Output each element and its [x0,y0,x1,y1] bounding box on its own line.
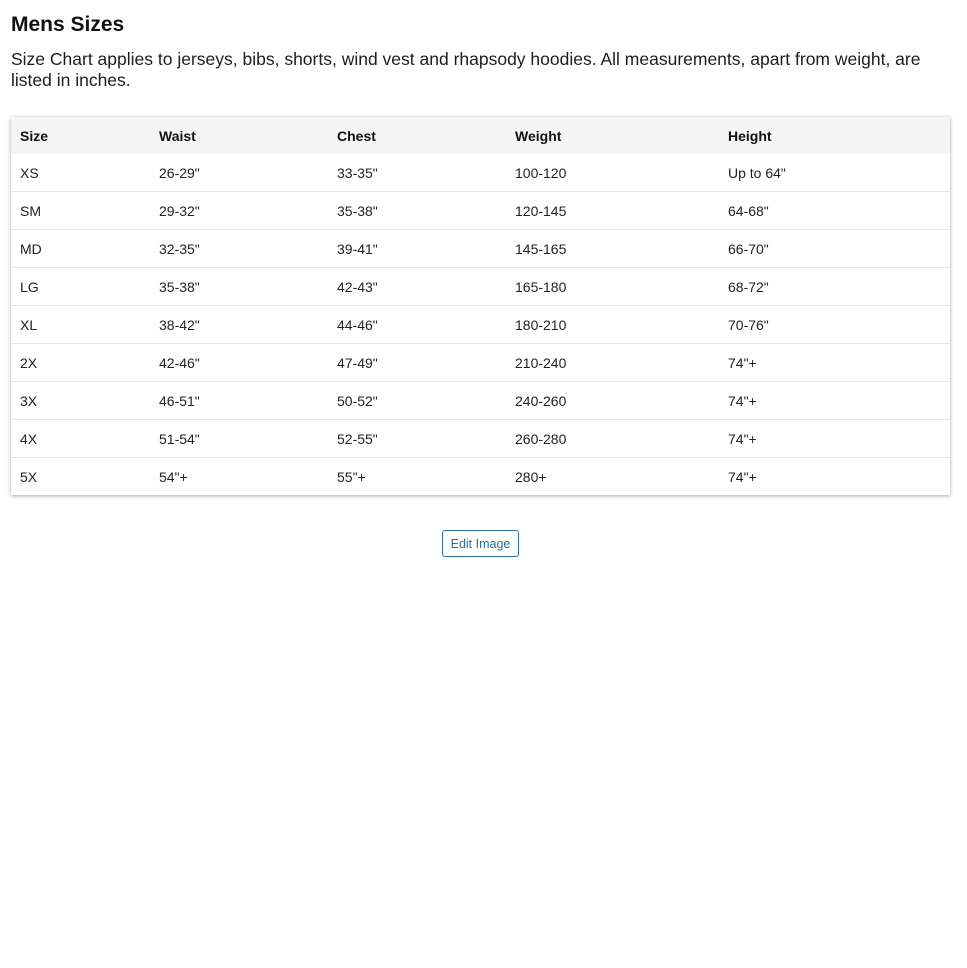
cell-chest: 44-46" [337,316,378,333]
cell-height: Up to 64" [728,164,786,181]
table-row [11,154,950,192]
cell-size: 2X [20,354,38,371]
cell-height: 74"+ [728,354,757,371]
column-header-height: Height [719,117,950,154]
cell-height: 68-72" [728,278,769,295]
cell-weight: 260-280 [515,430,567,447]
size-chart-table [11,117,950,495]
cell-chest: 39-41" [337,240,378,257]
cell-height: 74"+ [728,468,757,485]
cell-waist: 46-51" [159,392,200,409]
cell-waist: 26-29" [159,164,200,181]
cell-weight: 180-210 [515,316,567,333]
cell-size: XL [20,316,38,333]
table-row [11,192,950,230]
intro-text: Size Chart applies to jerseys, bibs, shorts, wind vest and rhapsody hoodies. All measurements, apart from weight, are listed in inches. [11,49,921,90]
column-header-waist: Waist [150,117,328,154]
edit-image-button[interactable]: Edit Image [442,530,519,557]
cell-chest: 35-38" [337,202,378,219]
table-row [11,382,950,420]
cell-size: 4X [20,430,38,447]
cell-size: XS [20,164,39,181]
table-body [11,154,950,495]
cell-waist: 35-38" [159,278,200,295]
table-row [11,458,950,496]
cell-weight: 165-180 [515,278,567,295]
cell-chest: 42-43" [337,278,378,295]
cell-height: 70-76" [728,316,769,333]
cell-size: LG [20,278,39,295]
cell-chest: 33-35" [337,164,378,181]
column-header-weight: Weight [506,117,719,154]
cell-size: 3X [20,392,38,409]
cell-waist: 32-35" [159,240,200,257]
size-chart-card [11,117,950,495]
table-row [11,230,950,268]
cell-height: 64-68" [728,202,769,219]
cell-waist: 54"+ [159,468,188,485]
table-header [11,117,950,154]
cell-weight: 100-120 [515,164,567,181]
cell-weight: 280+ [515,468,547,485]
cell-chest: 52-55" [337,430,378,447]
cell-weight: 240-260 [515,392,567,409]
cell-size: 5X [20,468,38,485]
column-header-size: Size [11,117,150,154]
cell-height: 74"+ [728,430,757,447]
page-title: Mens Sizes [11,13,125,36]
column-header-chest: Chest [328,117,506,154]
cell-weight: 120-145 [515,202,567,219]
table-row [11,344,950,382]
cell-waist: 51-54" [159,430,200,447]
cell-size: SM [20,202,41,219]
table-row [11,420,950,458]
cell-weight: 145-165 [515,240,567,257]
cell-weight: 210-240 [515,354,567,371]
cell-waist: 29-32" [159,202,200,219]
table-row [11,268,950,306]
header-row [11,117,950,154]
cell-chest: 47-49" [337,354,378,371]
cell-height: 74"+ [728,392,757,409]
cell-chest: 55"+ [337,468,366,485]
cell-waist: 38-42" [159,316,200,333]
cell-chest: 50-52" [337,392,378,409]
cell-height: 66-70" [728,240,769,257]
cell-waist: 42-46" [159,354,200,371]
table-row [11,306,950,344]
cell-size: MD [20,240,42,257]
